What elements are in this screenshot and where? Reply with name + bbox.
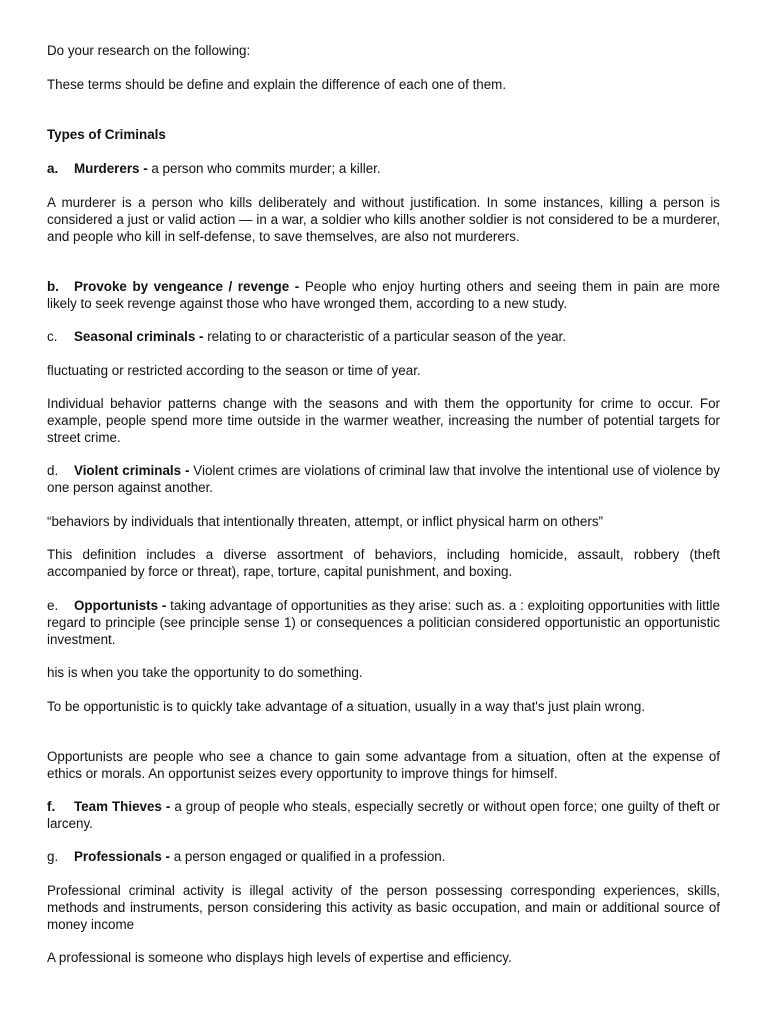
item-b [47,279,720,313]
item-e-paragraph-2: To be opportunistic is to quickly take advantage of a situation, usually in a way that's just plain wrong. [47,699,646,714]
item-b-label: b. [47,279,59,294]
item-d-definition: Violent crimes are violations of criminal law that involve the intentional use of violence by one person against another. [47,463,720,495]
item-e [47,598,720,648]
item-f-label: f. [47,799,56,814]
item-c-paragraph-1: fluctuating or restricted according to the season or time of year. [47,363,421,378]
item-d-paragraph: This definition includes a diverse assortment of behaviors, including homicide, assault, robbery (theft accompanied by force or threat), rape, torture, capital punishment, and boxing. [47,547,720,579]
item-d-label: d. [47,463,59,478]
item-f [47,799,720,833]
item-c-definition: relating to or characteristic of a particular season of the year. [203,329,566,344]
item-d [47,463,720,497]
item-f-term: Team Thieves - [74,799,171,814]
item-g-paragraph-1: Professional criminal activity is illegal activity of the person possessing corresponding experiences, skills, methods and instruments, person considering this activity as basic occupation, and main or additional source of money income [47,883,720,932]
item-g-paragraph-2: A professional is someone who displays high levels of expertise and efficiency. [47,950,512,965]
item-g-term: Professionals - [74,849,170,864]
item-e-label: e. [47,598,59,613]
section-heading: Types of Criminals [47,127,166,142]
item-e-paragraph-1: his is when you take the opportunity to do something. [47,665,363,680]
item-g [47,849,720,866]
intro-text: Do your research on the following: [47,43,251,58]
item-g-definition: a person engaged or qualified in a profession. [170,849,446,864]
item-a-paragraph: A murderer is a person who kills deliberately and without justification. In some instances, killing a person is considered a just or valid action — in a war, a soldier who kills another soldier is not considered to be a murderer, and people who kill in self-defense, to save themselves, are also not murderers. [47,195,720,244]
item-f-definition: a group of people who steals, especially secretly or without open force; one guilty of theft or larceny. [47,799,720,831]
item-c-paragraph-2: Individual behavior patterns change with the seasons and with them the opportunity for crime to occur. For example, people spend more time outside in the warmer weather, increasing the number of potential targets for street crime. [47,396,720,445]
item-e-paragraph-3: Opportunists are people who see a chance to gain some advantage from a situation, often at the expense of ethics or morals. An opportunist seizes every opportunity to improve things for himself. [47,749,720,781]
item-a-label: a. [47,161,59,176]
item-b-definition: People who enjoy hurting others and seeing them in pain are more likely to seek revenge against those who have wronged them, according to a new study. [47,279,720,311]
item-a-term: Murderers - [74,161,148,176]
item-a-definition: a person who commits murder; a killer. [147,161,381,176]
item-e-term: Opportunists - [74,598,167,613]
item-b-term: Provoke by vengeance / revenge - [74,279,300,294]
instructions-text: These terms should be define and explain the difference of each one of them. [47,77,507,92]
item-d-term: Violent criminals - [74,463,190,478]
item-a [47,161,720,178]
item-c [47,329,720,346]
item-d-quote: “behaviors by individuals that intentionally threaten, attempt, or inflict physical harm on others” [47,514,603,529]
item-g-label: g. [47,849,59,864]
item-c-term: Seasonal criminals - [74,329,204,344]
item-e-definition: taking advantage of opportunities as they arise: such as. a : exploiting opportunities with little regard to principle (see principle sense 1) or consequences a politician considered opportunistic an opportunistic investment. [47,598,720,647]
item-c-label: c. [47,329,58,344]
